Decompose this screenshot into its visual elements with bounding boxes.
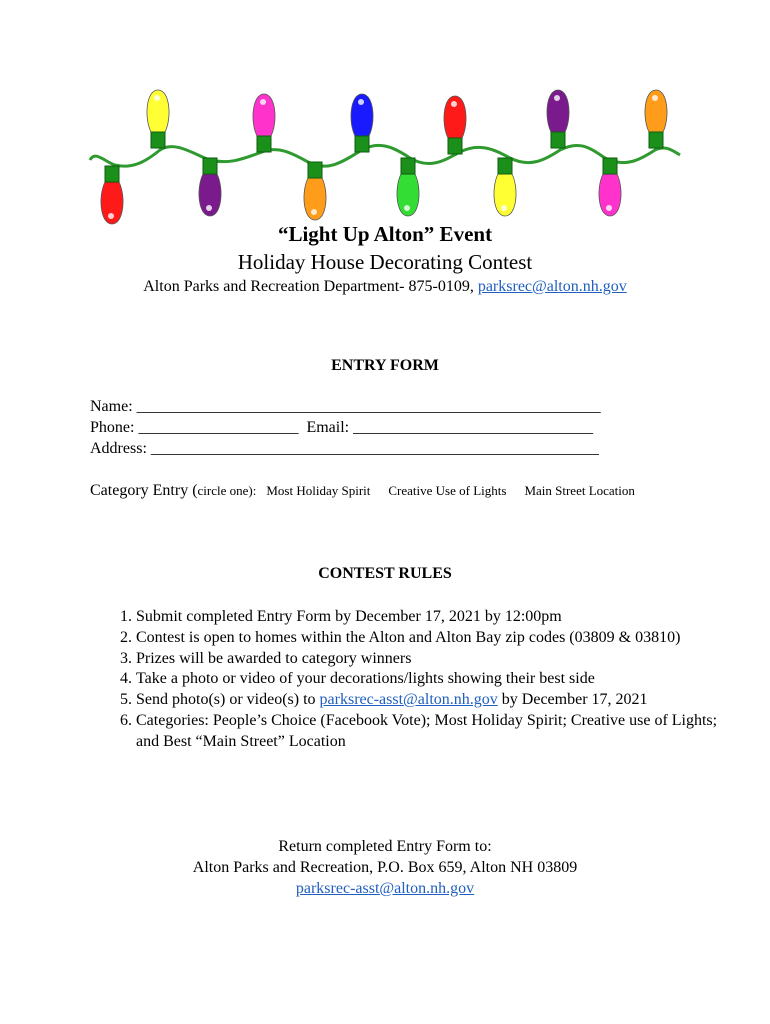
category-option-most-holiday-spirit: Most Holiday Spirit xyxy=(266,483,371,498)
bulb-shine xyxy=(451,101,457,107)
contest-rules-heading: CONTEST RULES xyxy=(318,565,452,582)
return-email-link[interactable]: parksrec-asst@alton.nh.gov xyxy=(295,880,475,897)
bulb-socket xyxy=(355,136,369,152)
bulb-socket xyxy=(401,158,415,174)
bulb-socket xyxy=(649,132,663,148)
rule-email-link[interactable]: parksrec-asst@alton.nh.gov xyxy=(319,691,498,709)
name-field-line: Name: __________________________________________________________ xyxy=(90,398,601,415)
rule-item: 6. Categories: People’s Choice (Facebook Vote); Most Holiday Spirit; Creative use of Lights; and Best “Main Street” Location xyxy=(136,711,736,753)
light-bulb xyxy=(304,162,326,220)
light-bulb xyxy=(147,90,169,148)
rule-item xyxy=(136,690,736,711)
rule-item: 1. Submit completed Entry Form by December 17, 2021 by 12:00pm xyxy=(136,607,736,628)
bulb-socket xyxy=(151,132,165,148)
light-bulb xyxy=(547,90,569,148)
category-option-creative-use-of-lights: Creative Use of Lights xyxy=(388,483,507,498)
address-field-line: Address: ________________________________________________________ xyxy=(90,440,599,457)
light-bulb xyxy=(351,94,373,152)
light-bulb xyxy=(397,158,419,216)
bulb-shine xyxy=(606,205,612,211)
category-label: Category Entry ( xyxy=(90,482,198,499)
bulb-shine xyxy=(501,205,507,211)
contest-subtitle: Holiday House Decorating Contest xyxy=(237,250,533,274)
category-entry-row xyxy=(90,482,635,500)
bulb-shine xyxy=(260,99,266,105)
bulb-socket xyxy=(551,132,565,148)
return-address: Alton Parks and Recreation, P.O. Box 659, Alton NH 03809 xyxy=(192,859,578,876)
bulb-socket xyxy=(603,158,617,174)
rule-item: 2. Contest is open to homes within the Alton and Alton Bay zip codes (03809 & 03810) xyxy=(136,628,736,649)
bulb-shine xyxy=(554,95,560,101)
light-bulb xyxy=(494,158,516,216)
bulb-socket xyxy=(105,166,119,182)
contest-rules-list xyxy=(97,607,736,753)
return-line: Return completed Entry Form to: xyxy=(278,838,492,855)
bulb-socket xyxy=(448,138,462,154)
bulb-shine xyxy=(652,95,658,101)
contact-line xyxy=(0,278,770,296)
light-bulb xyxy=(253,94,275,152)
bulb-shine xyxy=(206,205,212,211)
bulb-shine xyxy=(358,99,364,105)
phone-email-field-line: Phone: ____________________ Email: ______________________________ xyxy=(90,419,594,436)
bulb-shine xyxy=(404,205,410,211)
rule-item: 4. Take a photo or video of your decorations/lights showing their best side xyxy=(136,669,736,690)
christmas-lights-illustration xyxy=(0,0,770,225)
bulb-shine xyxy=(108,213,114,219)
category-hint: circle one): xyxy=(197,483,257,498)
light-bulb xyxy=(645,90,667,148)
rule-item: 3. Prizes will be awarded to category winners xyxy=(136,649,736,670)
light-bulb xyxy=(199,158,221,216)
return-instructions xyxy=(0,836,770,899)
contact-text: Alton Parks and Recreation Department- 875-0109, xyxy=(143,278,478,295)
rule-text: by December 17, 2021 xyxy=(497,691,648,709)
entry-form-heading: ENTRY FORM xyxy=(331,357,439,374)
event-title: “Light Up Alton” Event xyxy=(277,222,493,246)
light-bulb xyxy=(599,158,621,216)
light-bulb xyxy=(444,96,466,154)
lights-wire xyxy=(90,145,680,166)
bulb-socket xyxy=(498,158,512,174)
bulb-socket xyxy=(203,158,217,174)
rule-text: Send photo(s) or video(s) to xyxy=(136,691,320,709)
light-bulb xyxy=(101,166,123,224)
bulb-shine xyxy=(311,209,317,215)
bulb-socket xyxy=(257,136,271,152)
bulb-socket xyxy=(308,162,322,178)
contact-email-link[interactable]: parksrec@alton.nh.gov xyxy=(477,278,627,295)
category-option-main-street-location: Main Street Location xyxy=(524,483,635,498)
bulb-shine xyxy=(154,95,160,101)
